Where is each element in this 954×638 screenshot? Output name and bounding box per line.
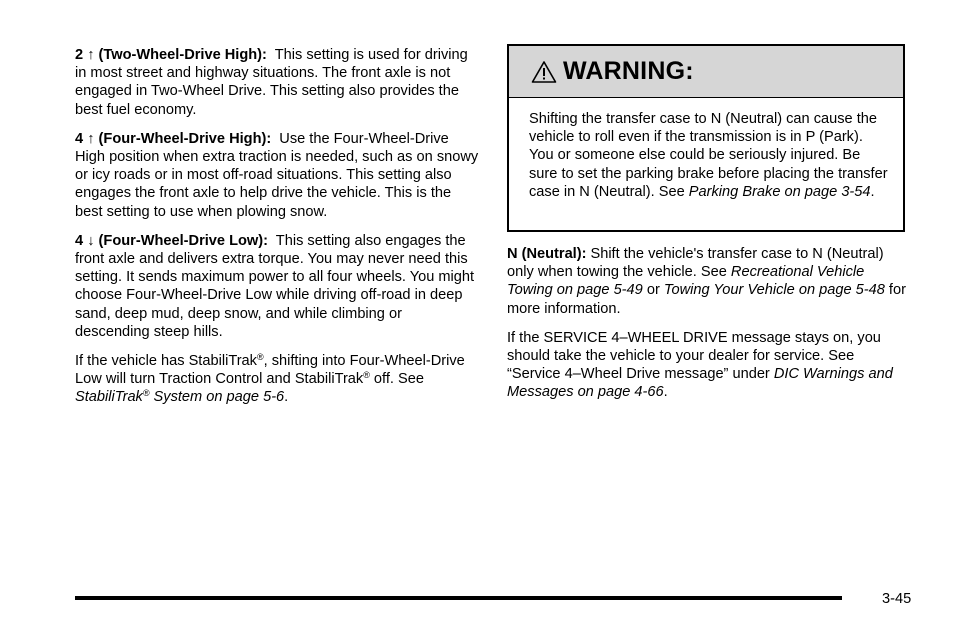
text-run: If the SERVICE 4–WHEEL DRIVE message stays on, you should take the vehicle to your dealer for service. See “Service 4–Wheel Drive message” under (507, 329, 881, 383)
warning-triangle-icon (531, 60, 557, 84)
text-run: or (642, 282, 664, 299)
warning-title: WARNING: (563, 57, 694, 86)
right-column (507, 44, 909, 413)
four-wheel-drive-high-paragraph (75, 130, 479, 221)
arrow-up-icon: ↑ (87, 47, 95, 63)
text-run: off. See (369, 371, 424, 388)
two-wheel-drive-high-paragraph (75, 46, 479, 119)
arrow-down-icon: ↓ (87, 232, 95, 249)
warning-header (509, 46, 903, 98)
neutral-paragraph (507, 245, 909, 318)
setting-term: (Four-Wheel-Drive High): (98, 130, 272, 147)
setting-term: N (Neutral): (507, 246, 587, 262)
text-run: Shift the vehicle's transfer case to N (Neutral) only when towing the vehicle. See (507, 246, 884, 281)
cross-reference-link[interactable]: Recreational Vehicle Towing on page 5-49 (507, 264, 865, 299)
arrow-up-icon: ↑ (87, 130, 95, 147)
cross-reference-link[interactable]: Towing Your Vehicle on page 5-48 (663, 282, 885, 299)
footer-rule (75, 596, 842, 600)
text-run: , shifting into Four-Wheel-Drive Low will turn Traction Control and StabiliTrak (75, 353, 465, 388)
left-column (75, 46, 479, 418)
setting-description: Use the Four-Wheel-Drive High position when extra traction is needed, such as on snowy or icy roads or in most off-road situations. This setting also engages the front axle to help drive the vehicle. This is the best setting to use when plowing snow. (75, 130, 479, 220)
setting-description: This setting also engages the front axle and delivers extra torque. You may never need this setting. It sends maximum power to all four wheels. You might choose Four-Wheel-Drive Low while driving off-road in deep sand, deep mud, deep snow, and while climbing or descending steep hills. (75, 232, 475, 340)
cross-reference-link[interactable]: Parking Brake on page 3-54 (688, 183, 871, 200)
warning-body (509, 98, 903, 201)
text-run: for more information. (507, 282, 906, 317)
service-message-paragraph (507, 329, 909, 402)
setting-term: (Four-Wheel-Drive Low): (98, 232, 268, 249)
cross-reference-link[interactable]: StabiliTrak® System on page 5-6 (75, 388, 285, 406)
warning-box (507, 44, 905, 232)
registered-mark: ® (256, 352, 264, 363)
setting-term: (Two-Wheel-Drive High): (98, 47, 267, 63)
text-run: . (870, 183, 875, 200)
stabilitrak-paragraph (75, 352, 479, 407)
text-run: . (284, 389, 289, 406)
text-run: If the vehicle has StabiliTrak (75, 353, 257, 370)
setting-number: 4 (75, 232, 84, 249)
cross-reference-link[interactable]: DIC Warnings and Messages on page 4-66 (507, 366, 893, 401)
registered-mark: ® (363, 370, 370, 381)
text-run: . (663, 384, 668, 401)
warning-text: Shifting the transfer case to N (Neutral) can cause the vehicle to roll even if the transmission is in P (Park). You or someone else could be seriously injured. Be sure to set the parking brake before placing the transfer case in N (Neutral). See (529, 111, 888, 200)
four-wheel-drive-low-paragraph (75, 232, 479, 341)
page-number: 3-45 (882, 591, 912, 607)
setting-description: This setting is used for driving in most street and highway situations. The front axle is not engaged in Two-Wheel Drive. This setting also provides the best fuel economy. (75, 47, 468, 118)
setting-number: 2 (75, 47, 84, 63)
setting-number: 4 (75, 130, 84, 147)
